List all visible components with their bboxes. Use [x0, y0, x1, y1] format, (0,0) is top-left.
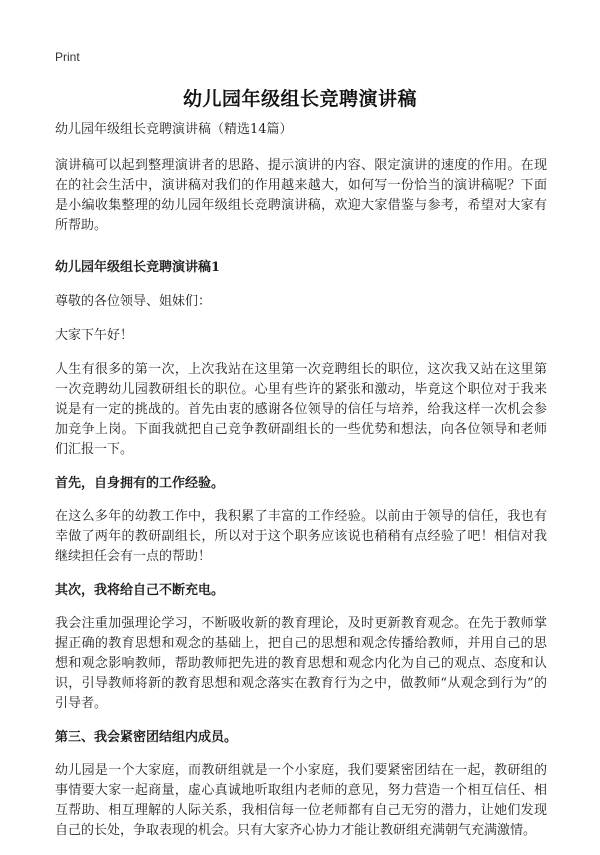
- point-heading-3: 第三、我会紧密团结组内成员。: [55, 730, 238, 745]
- salutation: 尊敬的各位领导、姐妹们：: [55, 294, 212, 309]
- print-link[interactable]: Print: [55, 50, 80, 64]
- intro-paragraph: 演讲稿可以起到整理演讲者的思路、提示演讲的内容、限定演讲的速度的作用。在现在的社会生活中，演讲稿对我们的作用越来越大，如何写一份恰当的演讲稿呢？下面是小编收集整理的幼儿园年级组长竞聘演讲稿，欢迎大家借鉴与参考，希望对大家有所帮助。: [55, 158, 547, 233]
- page-title: 幼儿园年级组长竞聘演讲稿: [182, 88, 417, 110]
- greeting: 大家下午好！: [55, 328, 134, 343]
- document-subtitle: 幼儿园年级组长竞聘演讲稿（精选14篇）: [55, 122, 293, 137]
- paragraph-1: 人生有很多的第一次，上次我站在这里第一次竞聘组长的职位，这次我又站在这里第一次竞聘幼儿园教研组长的职位。心里有些许的紧张和激动，毕竟这个职位对于我来说是有一定的挑战的。首先由衷的感谢各位领导的信任与培养，给我这样一次机会参加竞争上岗。下面我就把自己竞争教研副组长的一些优势和想法，向各位领导和老师们汇报一下。: [55, 362, 547, 457]
- section-heading: 幼儿园年级组长竞聘演讲稿1: [55, 260, 221, 275]
- point-heading-1: 首先，自身拥有的工作经验。: [55, 476, 225, 491]
- paragraph-4: 幼儿园是一个大家庭，而教研组就是一个小家庭，我们要紧密团结在一起，教研组的事情要大家一起商量，虚心真诚地听取组内老师的意见，努力营造一个相互信任、相互帮助、相互理解的人际关系，我相信每一位老师都有自己无穷的潜力，让她们发现自己的长处，争取表现的机会。只有大家齐心协力才能让教研组充满朝气充满激情。: [55, 763, 547, 838]
- paragraph-2: 在这么多年的幼教工作中，我积累了丰富的工作经验。以前由于领导的信任，我也有幸做了两年的教研副组长，所以对于这个职务应该说也稍稍有点经验了吧！相信对我继续担任会有一点的帮助！: [55, 509, 547, 564]
- point-heading-2: 其次，我将给自己不断充电。: [55, 583, 225, 598]
- paragraph-3: 我会注重加强理论学习，不断吸收新的教育理论，及时更新教育观念。在先于教师掌握正确的教育思想和观念的基础上，把自己的思想和观念传播给教师，并用自己的思想和观念影响教师，帮助教师把先进的教育思想和观念内化为自己的观点、态度和认识，引导教师将新的教育思想和观念落实在教育行为之中，做教师“从观念到行为”的引导者。: [55, 616, 547, 711]
- document-body: [55, 120, 547, 855]
